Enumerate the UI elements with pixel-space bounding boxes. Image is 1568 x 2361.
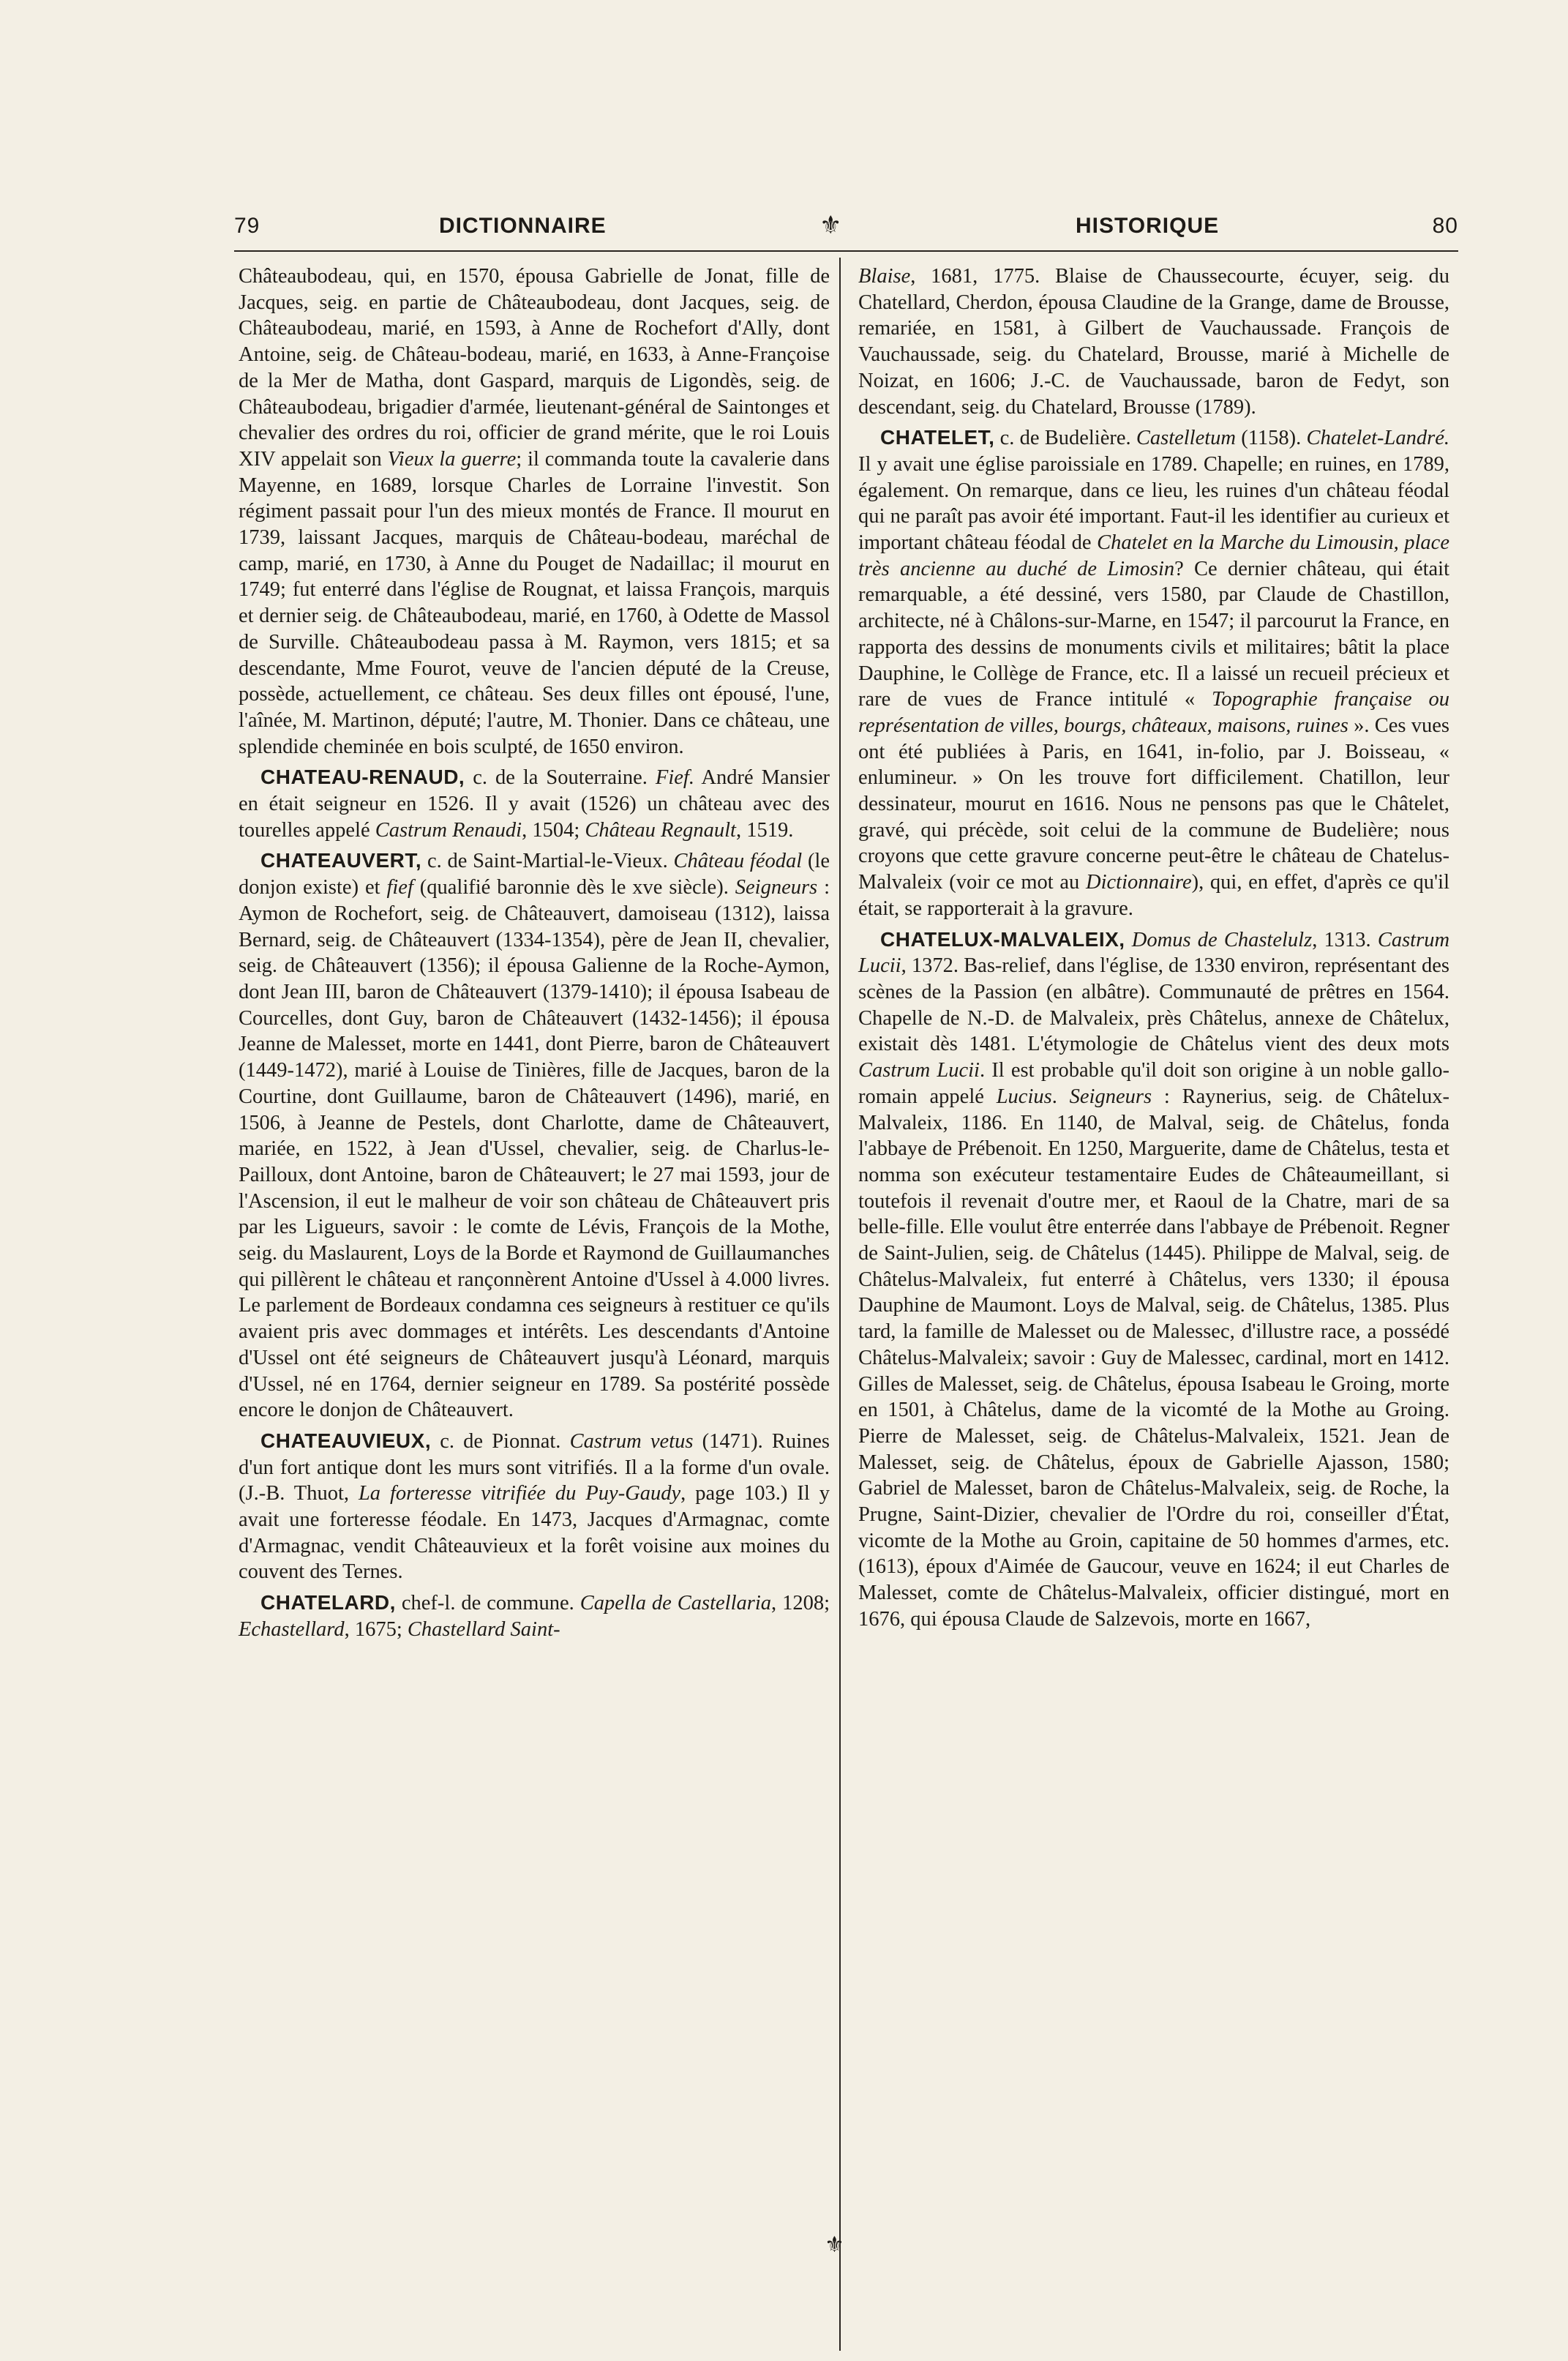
right-column <box>858 263 1449 1637</box>
entry-text: Seigneurs <box>735 876 818 899</box>
entry-text: Castelletum <box>1136 427 1236 450</box>
entry-text: (qualifié baronnie dès le xve siècle). <box>413 876 735 899</box>
entry-chateauvert <box>239 848 830 1423</box>
entry-text: . <box>1051 1085 1070 1108</box>
header-title-left: DICTIONNAIRE <box>439 214 607 238</box>
entry-text: c. de la Souterraine. <box>465 766 656 790</box>
entry-text: . Il est probable qu'il doit son origine à un noble gallo-romain appelé <box>858 1059 1449 1108</box>
page-number-right: 80 <box>1432 214 1458 238</box>
entry-text: , 1681, 1775. Blaise de Chaussecourte, écuyer, seig. du Chatellard, Cherdon, épousa Claudine de la Grange, dame de Brousse, remariée, en 1581, à Gilbert de Vauchaussade. François de Vauchaussade, seig. du Chatelard, Brousse, marié à Michelle de Noizat, en 1606; J.-C. de Vauchaussade, baron de Fedyt, son descendant, seig. du Chatelard, Brousse (1789). <box>858 265 1449 419</box>
headword: CHATEAUVIEUX, <box>260 1429 432 1452</box>
entry-text: Blaise <box>858 265 911 288</box>
entry-text: (1158). <box>1236 427 1307 450</box>
left-column <box>239 263 830 1647</box>
entry-text: André Mansier en était seigneur en 1526. Il y avait (1526) un château avec des tourelles appelé <box>239 766 830 842</box>
entry-text: chef-l. de commune. <box>395 1592 580 1615</box>
entry-text: ), qui, en effet, d'après ce qu'il était, se rapporterait à la gravure. <box>858 871 1449 920</box>
entry-text: Castrum Lucii <box>858 928 1450 978</box>
entry-text: , 1504; <box>522 818 585 842</box>
entry-text <box>1125 929 1132 951</box>
entry-chateauvieux <box>239 1428 830 1585</box>
entry-text: : Aymon de Rochefort, seig. de Châteauvert, damoiseau (1312), laissa Bernard, seig. de Châteauvert (1334-1354), père de Jean II, chevalier, seig. de Châteauvert (1356); il épousa Galienne de la Roche-Aymon, dont Jean III, baron de Châteauvert (1379-1410); il épousa Isabeau de Courcelles, dont Guy, baron de Châteauvert (1432-1456); il épousa Jeanne de Malesset, morte en 1441, dont Pierre, baron de Châteauvert (1449-1472), marié à Louise de Tinières, fille de Jacques, baron de la Courtine, dont Guillaume, baron de Châteauvert (1496), marié, en 1506, à Jeanne de Pestels, dont Charlotte, dame de Châteauvert, mariée, en 1522, à Jean d'Ussel, chevalier, seig. de Charlus-le-Pailloux, dont Antoine, baron de Châteauvert; le 27 mai 1593, jour de l'Ascension, il eut le malheur de voir son château de Châteauvert pris par les Ligueurs, savoir : le comte de Lévis, François de la Mothe, seig. du Maslaurent, Loys de la Borde et Raymond de Guillaumanches qui pillèrent le château et rançonnèrent Antoine d'Ussel à 4.000 livres. Le parlement de Bordeaux condamna ces seigneurs à restituer ce qu'ils avaient pris avec dommages et intérêts. Les descendants d'Antoine d'Ussel ont été seigneurs de Châteauvert jusqu'à Léonard, marquis d'Ussel, né en 1764, dernier seigneur en 1789. Sa postérité possède encore le donjon de Châteauvert. <box>239 876 830 1422</box>
entry-text: : Raynerius, seig. de Châtelux-Malvaleix, 1186. En 1140, de Malval, seig. de Châtelus, fonda l'abbaye de Prébenoit. En 1250, Marguerite, dame de Châtelus, testa et nomma son exécuteur testamentaire Eudes de Châteaumeillant, si toutefois il revenait d'outre mer, et Raoul de la Chatre, mari de sa belle-fille. Elle voulut être enterrée dans l'abbaye de Prébenoit. Regner de Saint-Julien, seig. de Châtelus (1445). Philippe de Malval, seig. de Châtelus-Malvaleix, fut enterré à Châtelus, vers 1330; il épousa Dauphine de Maumont. Loys de Malval, seig. de Châtelus, 1385. Plus tard, la famille de Malesset ou de Malessec, d'illustre race, a possédé Châtelus-Malvaleix; savoir : Guy de Malessec, cardinal, mort en 1412. Gilles de Malesset, seig. de Châtelus, épousa Isabeau le Groing, morte en 1501, à Châtelus, dame de la vicomté de la Mothe au Groing. Pierre de Malesset, seig. de Châtelus-Malvaleix, 1521. Jean de Malesset, seig. de Châtelus, époux de Gabrielle Ajasson, 1580; Gabriel de Malesset, baron de Châtelus-Malvaleix, seig. de Roche, la Prugne, Saint-Dizier, chevalier de l'Ordre du roi, conseiller d'État, vicomte de la Mothe au Groin, capitaine de 50 hommes d'armes, etc. (1613), époux d'Aimée de Gaucour, veuve en 1624; il eut Charles de Malesset, comte de Châtelus-Malvaleix, officier distingué, mort en 1676, qui épousa Claude de Salzevois, morte en 1667, <box>858 1085 1449 1631</box>
entry-text: ? Ce dernier château, qui était remarquable, a été dessiné, vers 1580, par Claude de Chastillon, architecte, né à Châlons-sur-Marne, en 1547; il parcourut la France, en rapporta des dessins de monuments civils et militaires; bâtit la place Dauphine, le Collège de France, etc. Il a laissé un recueil précieux et rare de vues de France intitulé « <box>858 557 1449 711</box>
entry-text: Vieux la guerre <box>387 447 517 471</box>
entry-chatelet <box>858 424 1449 921</box>
entry-text: (1471). Ruines d'un fort antique dont les murs sont vitrifiés. Il a la forme d'un ovale. (J.-B. Thuot, <box>239 1429 830 1505</box>
entry-text: Capella de Castellaria <box>579 1592 772 1615</box>
fleur-de-lis-footer-icon: ⚜ <box>825 2233 844 2257</box>
entry-text: (le donjon existe) et <box>239 850 830 899</box>
entry-text: , 1208; <box>771 1592 830 1615</box>
header-title-right: HISTORIQUE <box>1076 214 1220 238</box>
entry-text: La forteresse vitrifiée du Puy-Gaudy <box>358 1482 681 1505</box>
entry-text: Castrum Lucii <box>858 1059 980 1082</box>
entry-text: c. de Pionnat. <box>431 1429 570 1453</box>
fleur-de-lis-icon: ⚜ <box>819 212 843 239</box>
entry-text: ». Ces vues ont été publiées à Paris, en 1641, in-folio, par J. Boisseau, « enlumineur. » On les trouve fort difficilement. Chatillon, leur dessinateur, mourut en 1616. Nous ne pensons pas que le Châtelet, gravé, qui précède, soit celui de la commune de Budelière; nous croyons que cette gravure concerne peut-être le château de Chatelus-Malvaleix (voir ce mot au <box>858 714 1450 894</box>
entry-text: Il y avait une église paroissiale en 1789. Chapelle; en ruines, en 1789, également. On remarque, dans ce lieu, les ruines d'un château féodal qui ne paraît pas avoir été important. Faut-il les identifier au curieux et important château féodal de <box>858 452 1449 555</box>
entry-text: c. de Saint-Martial-le-Vieux. <box>421 850 674 873</box>
entry-text: Château féodal <box>673 850 803 873</box>
entry-text: Chatelet en la Marche du Limousin, place très ancienne au duché de Limosin <box>858 531 1449 580</box>
entry-text: Topographie française ou représentation de villes, bourgs, châteaux, maisons, ruines <box>858 688 1449 737</box>
entry-text: Dictionnaire <box>1086 871 1192 894</box>
headword: CHATEAUVERT, <box>260 849 422 872</box>
page-number-left: 79 <box>234 214 260 238</box>
entry-text: Fief. <box>655 766 694 790</box>
entry-chateaubodeau-continued <box>239 263 830 760</box>
entry-chateau-renaud <box>239 764 830 843</box>
headword: CHATELET, <box>880 426 995 449</box>
entry-text: , 1675; <box>344 1617 408 1641</box>
entry-text: c. de Budelière. <box>994 427 1136 450</box>
entry-chatelux-malvaleix <box>858 927 1449 1633</box>
entry-text: Castrum vetus <box>569 1429 694 1453</box>
running-header <box>234 214 1458 250</box>
headword: CHATEAU-RENAUD, <box>260 766 465 789</box>
headword: CHATELARD, <box>260 1591 396 1614</box>
entry-chatelard <box>239 1590 830 1642</box>
entry-text: , 1372. Bas-relief, dans l'église, de 1330 environ, représentant des scènes de la Passion (en albâtre). Communauté de prêtres en 1564. Chapelle de N.-D. de Malvaleix, près Châtelus, annexe de Châtelux, existait dès 1481. L'étymologie de Châtelus vient des deux mots <box>858 954 1449 1056</box>
entry-chatelard-continued <box>858 263 1449 420</box>
entry-text: Lucius <box>996 1085 1052 1108</box>
entry-text: , 1313. <box>1312 928 1378 951</box>
entry-text: , page 103.) Il y avait une forteresse féodale. En 1473, Jacques d'Armagnac, comte d'Armagnac, vendit Châteauvieux et la forêt voisine aux moines du couvent des Ternes. <box>239 1482 830 1584</box>
entry-text: Seigneurs <box>1069 1085 1152 1108</box>
entry-text: Chastellard Saint- <box>407 1617 560 1641</box>
entry-text: Domus de Chastelulz <box>1131 928 1313 951</box>
column-divider <box>839 258 841 2351</box>
entry-text: Château Regnault <box>585 818 736 842</box>
entry-text: ; il commanda toute la cavalerie dans Mayenne, en 1689, lorsque Charles de Lorraine l'investit. Son régiment passait pour l'un des mieux montés de France. Il mourut en 1739, laissant Jacques, marquis de Château-bodeau, maréchal de camp, marié, en 1730, à Anne du Pouget de Nadaillac; il mourut en 1749; fut enterré dans l'église de Rougnat, et laissa François, marquis et dernier seig. de Châteaubodeau, marié, en 1760, à Odette de Massol de Surville. Châteaubodeau passa à M. Raymon, vers 1815; et sa descendante, Mme Fourot, veuve de l'ancien député de la Creuse, possède, actuellement, ce château. Ses deux filles ont épousé, l'une, l'aînée, M. Martinon, député; l'autre, M. Thonier. Dans ce château, une splendide cheminée en bois sculpté, de 1650 environ. <box>239 447 830 758</box>
entry-text: Castrum Renaudi <box>375 818 522 842</box>
header-rule <box>234 250 1458 252</box>
entry-text: Echastellard <box>239 1617 345 1641</box>
entry-text: Châteaubodeau, qui, en 1570, épousa Gabrielle de Jonat, fille de Jacques, seig. en partie de Châteaubodeau, dont Jacques, seig. de Châteaubodeau, marié, en 1593, à Anne de Rochefort d'Ally, dont Antoine, seig. de Château-bodeau, marié, en 1633, à Anne-Françoise de la Mer de Matha, dont Gaspard, marquis de Ligondès, seig. de Châteaubodeau, brigadier d'armée, lieutenant-général de Saintonges et chevalier des ordres du roi, officier de grand mérite, que le roi Louis XIV appelait son <box>239 265 830 471</box>
entry-text: fief <box>386 876 413 899</box>
headword: CHATELUX-MALVALEIX, <box>880 927 1125 951</box>
entry-text: Chatelet-Landré. <box>1306 427 1449 450</box>
entry-text: , 1519. <box>735 818 794 842</box>
